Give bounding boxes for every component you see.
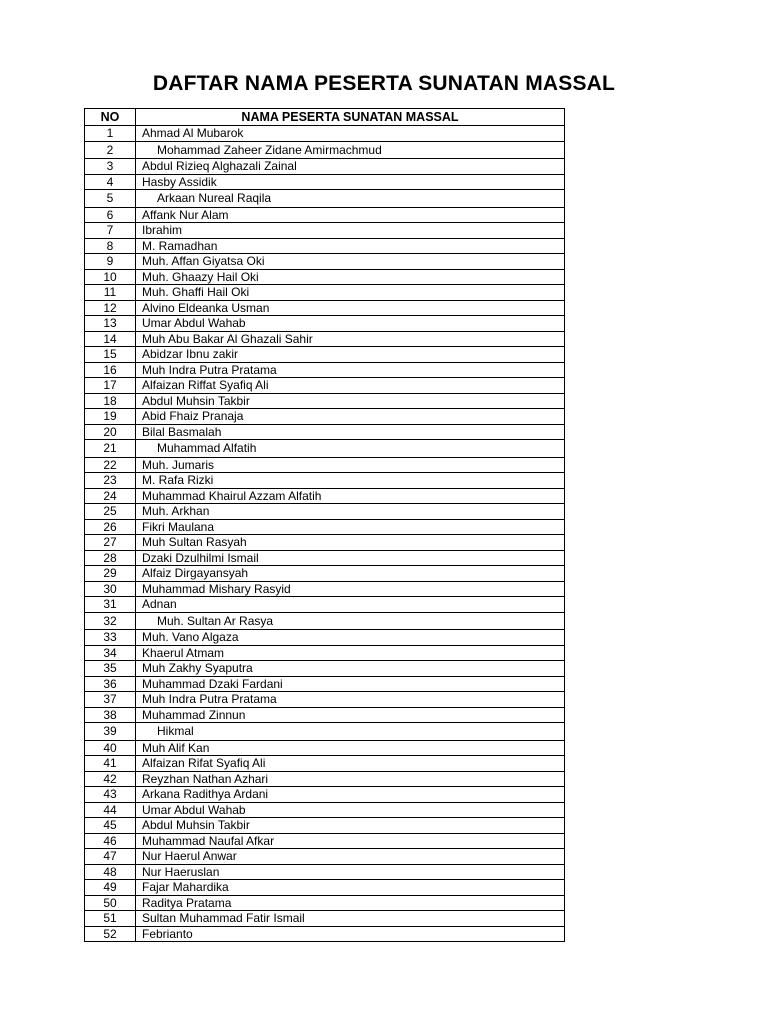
table-row: [85, 723, 565, 741]
table-row: [85, 880, 565, 896]
participant-name: Muh Abu Bakar Al Ghazali Sahir: [136, 331, 565, 347]
row-number: 35: [85, 661, 136, 677]
table-row: [85, 457, 565, 473]
participant-name: Arkaan Nureal Raqila: [136, 190, 565, 208]
row-number: 48: [85, 864, 136, 880]
table-row: [85, 771, 565, 787]
participant-name: Dzaki Dzulhilmi Ismail: [136, 550, 565, 566]
row-number: 32: [85, 612, 136, 630]
row-number: 6: [85, 207, 136, 223]
row-number: 34: [85, 645, 136, 661]
participant-name: Fikri Maulana: [136, 519, 565, 535]
participant-name: Nur Haeruslan: [136, 864, 565, 880]
row-number: 7: [85, 223, 136, 239]
participant-name: Ahmad Al Mubarok: [136, 126, 565, 142]
row-number: 44: [85, 802, 136, 818]
table-row: [85, 409, 565, 425]
table-row: [85, 911, 565, 927]
table-row: [85, 424, 565, 440]
table-row: [85, 550, 565, 566]
table-row: [85, 378, 565, 394]
row-number: 41: [85, 756, 136, 772]
row-number: 8: [85, 238, 136, 254]
participant-name: Muh. Vano Algaza: [136, 630, 565, 646]
table-row: [85, 159, 565, 175]
participant-name: Abdul Muhsin Takbir: [136, 818, 565, 834]
table-row: [85, 645, 565, 661]
row-number: 33: [85, 630, 136, 646]
row-number: 25: [85, 504, 136, 520]
participant-name: Raditya Pratama: [136, 895, 565, 911]
row-number: 45: [85, 818, 136, 834]
table-row: [85, 393, 565, 409]
participant-name: Abdul Muhsin Takbir: [136, 393, 565, 409]
participant-name: Bilal Basmalah: [136, 424, 565, 440]
row-number: 50: [85, 895, 136, 911]
row-number: 30: [85, 581, 136, 597]
table-row: [85, 802, 565, 818]
table-row: [85, 756, 565, 772]
participant-name: Abdul Rizieq Alghazali Zainal: [136, 159, 565, 175]
row-number: 47: [85, 849, 136, 865]
participant-name: Muh. Ghaazy Hail Oki: [136, 269, 565, 285]
table-row: [85, 787, 565, 803]
table-row: [85, 316, 565, 332]
row-number: 2: [85, 141, 136, 159]
table-row: [85, 926, 565, 942]
participant-name: Hasby Assidik: [136, 174, 565, 190]
row-number: 52: [85, 926, 136, 942]
row-number: 23: [85, 473, 136, 489]
row-number: 16: [85, 362, 136, 378]
table-row: [85, 362, 565, 378]
table-row: [85, 300, 565, 316]
participant-name: Muh Indra Putra Pratama: [136, 692, 565, 708]
table-row: [85, 895, 565, 911]
participant-name: Adnan: [136, 597, 565, 613]
row-number: 27: [85, 535, 136, 551]
table-header-row: [85, 109, 565, 126]
table-row: [85, 174, 565, 190]
row-number: 21: [85, 440, 136, 458]
row-number: 42: [85, 771, 136, 787]
row-number: 39: [85, 723, 136, 741]
table-row: [85, 331, 565, 347]
row-number: 9: [85, 254, 136, 270]
row-number: 26: [85, 519, 136, 535]
participant-name: Muhammad Alfatih: [136, 440, 565, 458]
table-row: [85, 285, 565, 301]
participant-name: Umar Abdul Wahab: [136, 316, 565, 332]
table-row: [85, 612, 565, 630]
participant-name: Muhammad Khairul Azzam Alfatih: [136, 488, 565, 504]
row-number: 18: [85, 393, 136, 409]
table-row: [85, 707, 565, 723]
table-row: [85, 269, 565, 285]
table-row: [85, 238, 565, 254]
participant-name: Muh. Sultan Ar Rasya: [136, 612, 565, 630]
row-number: 28: [85, 550, 136, 566]
participant-name: Nur Haerul Anwar: [136, 849, 565, 865]
table-row: [85, 597, 565, 613]
participant-name: Muh Indra Putra Pratama: [136, 362, 565, 378]
table-row: [85, 223, 565, 239]
participant-name: Muh Zakhy Syaputra: [136, 661, 565, 677]
table-row: [85, 566, 565, 582]
table-row: [85, 473, 565, 489]
table-row: [85, 661, 565, 677]
table-row: [85, 190, 565, 208]
row-number: 14: [85, 331, 136, 347]
row-number: 5: [85, 190, 136, 208]
participant-name: Khaerul Atmam: [136, 645, 565, 661]
table-row: [85, 535, 565, 551]
participant-name: Alfaizan Riffat Syafiq Ali: [136, 378, 565, 394]
table-row: [85, 126, 565, 142]
table-row: [85, 504, 565, 520]
table-row: [85, 141, 565, 159]
participant-name: Alvino Eldeanka Usman: [136, 300, 565, 316]
page-title: DAFTAR NAMA PESERTA SUNATAN MASSAL: [152, 72, 616, 95]
participant-name: Ibrahim: [136, 223, 565, 239]
table-row: [85, 581, 565, 597]
participant-name: Muh Alif Kan: [136, 740, 565, 756]
row-number: 13: [85, 316, 136, 332]
row-number: 11: [85, 285, 136, 301]
table-row: [85, 630, 565, 646]
table-row: [85, 849, 565, 865]
participant-name: Reyzhan Nathan Azhari: [136, 771, 565, 787]
participant-name: Fajar Mahardika: [136, 880, 565, 896]
participant-name: Abidzar Ibnu zakir: [136, 347, 565, 363]
participant-name: Arkana Radithya Ardani: [136, 787, 565, 803]
participant-name: Alfaiz Dirgayansyah: [136, 566, 565, 582]
participant-name: Febrianto: [136, 926, 565, 942]
header-no: NO: [85, 109, 136, 126]
row-number: 15: [85, 347, 136, 363]
row-number: 3: [85, 159, 136, 175]
table-row: [85, 207, 565, 223]
table-row: [85, 440, 565, 458]
participant-name: Muh. Affan Giyatsa Oki: [136, 254, 565, 270]
row-number: 24: [85, 488, 136, 504]
row-number: 19: [85, 409, 136, 425]
table-row: [85, 833, 565, 849]
participant-name: M. Rafa Rizki: [136, 473, 565, 489]
participant-name: Muhammad Dzaki Fardani: [136, 676, 565, 692]
participant-name: Mohammad Zaheer Zidane Amirmachmud: [136, 141, 565, 159]
row-number: 12: [85, 300, 136, 316]
row-number: 20: [85, 424, 136, 440]
participant-name: Umar Abdul Wahab: [136, 802, 565, 818]
table-row: [85, 818, 565, 834]
row-number: 49: [85, 880, 136, 896]
row-number: 43: [85, 787, 136, 803]
participant-name: Muh Sultan Rasyah: [136, 535, 565, 551]
row-number: 51: [85, 911, 136, 927]
participant-name: Sultan Muhammad Fatir Ismail: [136, 911, 565, 927]
participant-name: Abid Fhaiz Pranaja: [136, 409, 565, 425]
row-number: 40: [85, 740, 136, 756]
row-number: 22: [85, 457, 136, 473]
row-number: 17: [85, 378, 136, 394]
row-number: 31: [85, 597, 136, 613]
table-row: [85, 864, 565, 880]
row-number: 29: [85, 566, 136, 582]
row-number: 46: [85, 833, 136, 849]
header-name: NAMA PESERTA SUNATAN MASSAL: [136, 109, 565, 126]
table-row: [85, 488, 565, 504]
table-row: [85, 676, 565, 692]
participant-table: [84, 108, 565, 942]
participant-name: Muh. Arkhan: [136, 504, 565, 520]
participant-name: Muhammad Mishary Rasyid: [136, 581, 565, 597]
participant-name: Muhammad Zinnun: [136, 707, 565, 723]
row-number: 38: [85, 707, 136, 723]
row-number: 10: [85, 269, 136, 285]
row-number: 1: [85, 126, 136, 142]
row-number: 36: [85, 676, 136, 692]
table-body: [85, 126, 565, 942]
table-row: [85, 254, 565, 270]
participant-name: Alfaizan Rifat Syafiq Ali: [136, 756, 565, 772]
table-row: [85, 692, 565, 708]
participant-name: Muh. Ghaffi Hail Oki: [136, 285, 565, 301]
table-row: [85, 740, 565, 756]
row-number: 37: [85, 692, 136, 708]
row-number: 4: [85, 174, 136, 190]
participant-name: Affank Nur Alam: [136, 207, 565, 223]
table-row: [85, 347, 565, 363]
participant-name: M. Ramadhan: [136, 238, 565, 254]
participant-name: Hikmal: [136, 723, 565, 741]
participant-name: Muhammad Naufal Afkar: [136, 833, 565, 849]
table-row: [85, 519, 565, 535]
participant-name: Muh. Jumaris: [136, 457, 565, 473]
